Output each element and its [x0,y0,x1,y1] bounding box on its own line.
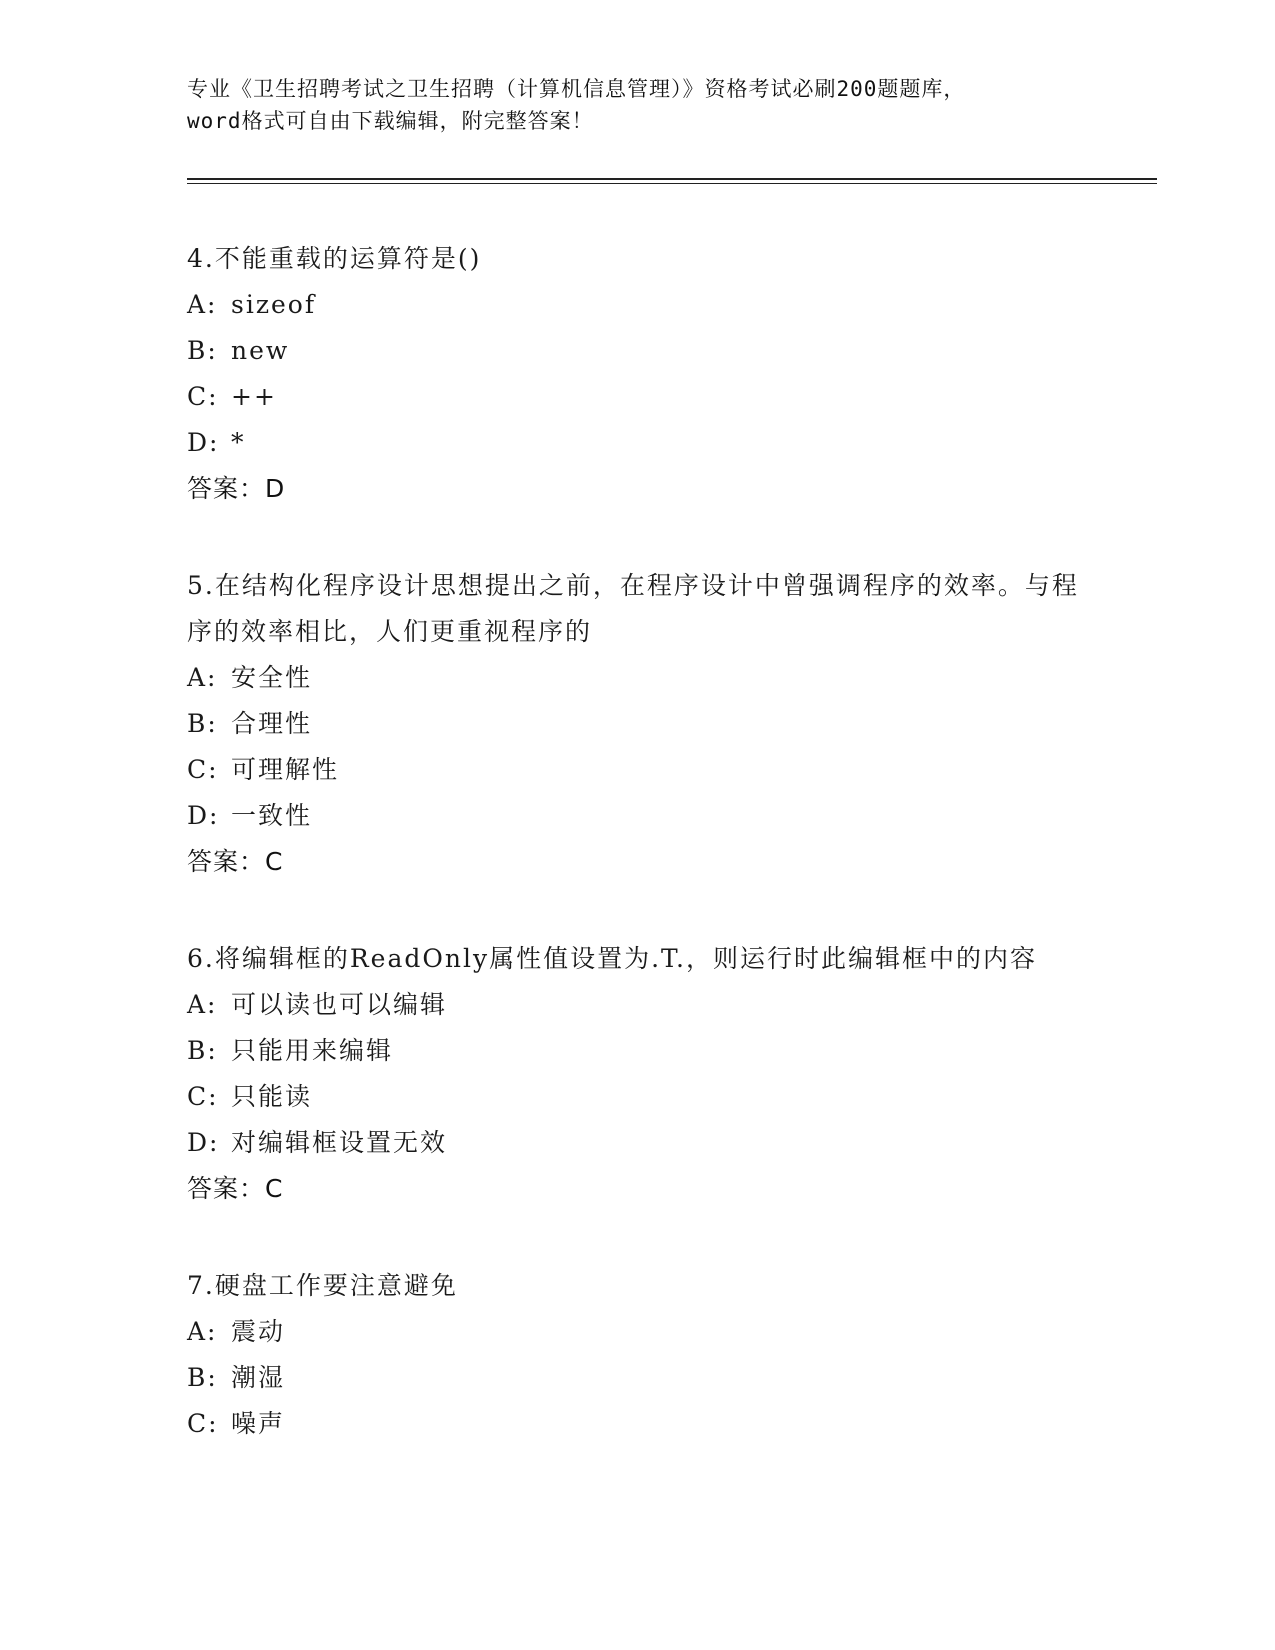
option-text: 合理性 [231,709,313,738]
option-a [187,282,1087,328]
option-d [187,793,1087,839]
option-key: A: [187,290,218,319]
option-key: D: [187,428,220,457]
option-c [187,1401,1087,1447]
option-a [187,982,1087,1028]
option-text: new [231,336,290,365]
option-b [187,1355,1087,1401]
option-text: 安全性 [231,663,313,692]
option-b [187,328,1087,374]
option-c [187,374,1087,420]
option-text: * [231,428,246,457]
option-key: C: [187,1082,219,1111]
option-text: 可以读也可以编辑 [231,990,448,1019]
option-text: ++ [231,382,277,411]
option-text: 只能读 [231,1082,313,1111]
option-key: D: [187,1128,220,1157]
question-stem: 5.在结构化程序设计思想提出之前，在程序设计中曾强调程序的效率。与程序的效率相比，人们更重视程序的 [187,571,1079,646]
option-a [187,1309,1087,1355]
question-stem: 4.不能重载的运算符是() [187,244,482,273]
option-text: 震动 [231,1317,286,1346]
option-key: B: [187,336,218,365]
option-b [187,1028,1087,1074]
header-divider-thin [187,183,1157,184]
option-key: B: [187,709,218,738]
document-header [187,73,1087,137]
option-text: 可理解性 [231,755,340,784]
option-key: A: [187,1317,218,1346]
question-item [187,563,1087,885]
question-item [187,236,1087,512]
option-key: A: [187,663,218,692]
option-text: 一致性 [231,801,313,830]
option-key: B: [187,1363,218,1392]
option-d [187,420,1087,466]
option-text: 噪声 [231,1409,286,1438]
option-c [187,747,1087,793]
option-key: C: [187,382,219,411]
answer-line: 答案：D [187,474,286,503]
question-stem: 6.将编辑框的ReadOnly属性值设置为.T.，则运行时此编辑框中的内容 [187,944,1037,973]
header-divider-thick [187,178,1157,180]
option-key: C: [187,1409,219,1438]
answer-line: 答案：C [187,1174,284,1203]
question-stem: 7.硬盘工作要注意避免 [187,1271,458,1300]
option-text: 对编辑框设置无效 [231,1128,448,1157]
option-text: 潮湿 [231,1363,286,1392]
option-text: 只能用来编辑 [231,1036,394,1065]
question-item [187,936,1087,1212]
option-d [187,1120,1087,1166]
header-subtitle-line: word格式可自由下载编辑，附完整答案！ [187,109,594,133]
option-b [187,701,1087,747]
question-item [187,1263,1087,1447]
question-list [187,236,1087,1498]
answer-line: 答案：C [187,847,284,876]
header-title-line: 专业《卫生招聘考试之卫生招聘（计算机信息管理）》资格考试必刷200题题库， [187,77,966,101]
option-a [187,655,1087,701]
option-key: D: [187,801,220,830]
option-c [187,1074,1087,1120]
option-text: sizeof [231,290,317,319]
option-key: C: [187,755,219,784]
option-key: B: [187,1036,218,1065]
option-key: A: [187,990,218,1019]
